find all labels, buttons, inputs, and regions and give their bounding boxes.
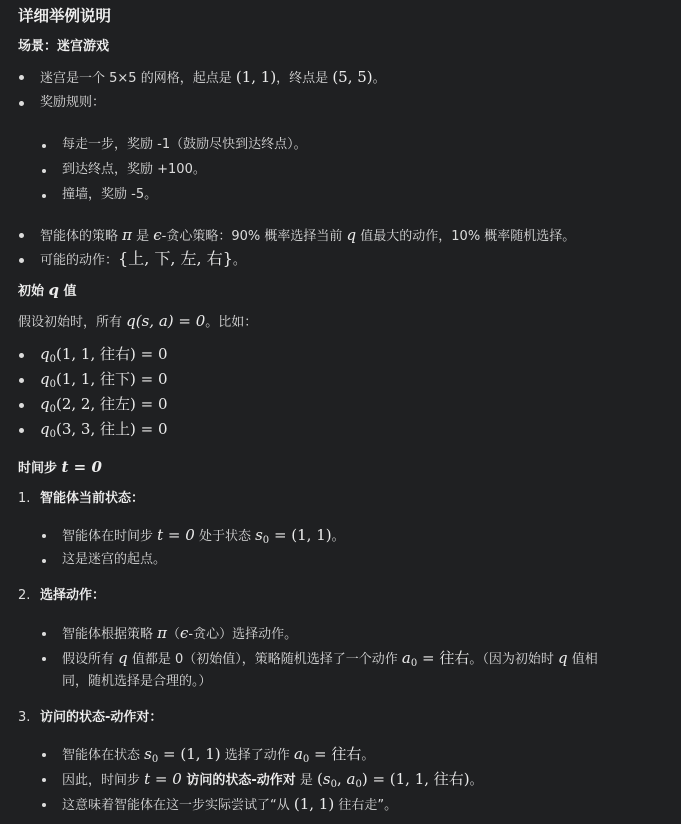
section-1-title: 智能体当前状态： <box>40 491 145 506</box>
pi-symbol: π <box>157 624 167 642</box>
pair-expression: = (1, 1, 往右) <box>372 770 470 788</box>
maze-description <box>40 67 386 89</box>
q-value-text: (2, 2, 往左) = 0 <box>55 395 168 413</box>
random-text-2: 值都是 0（初始值），策略随机选择了一个动作 <box>127 652 402 667</box>
select-text-3: -贪心）选择动作。 <box>188 627 298 642</box>
section-2-title: 选择动作： <box>40 588 106 603</box>
bullet-dot <box>42 657 46 661</box>
q-value-item: $q_0(1$, 1, 往下) = 0 <box>40 370 168 390</box>
timestep-heading-text: 时间步 <box>18 461 62 476</box>
random-text-4: 值相 <box>567 652 598 667</box>
q-symbol: q <box>118 649 128 667</box>
bullet-dot <box>42 534 46 538</box>
bullet-dot <box>19 428 24 433</box>
state-expression: = (1, 1) <box>273 526 332 544</box>
meaning-text: 这意味着智能体在这一步实际尝试了“从 <box>62 798 294 813</box>
pi-symbol: π <box>122 226 132 244</box>
state-text-3: 。 <box>331 529 345 544</box>
position-expression: (1, 1) <box>293 795 335 813</box>
state-description: 智能体在时间步 t = 0 处于状态 $s_0 = (1$, 1)。 <box>62 526 345 546</box>
actions-text: 可能的动作： <box>40 253 119 268</box>
bullet-dot <box>42 632 46 636</box>
q-value-item: $q_0(3$, 3, 往上) = 0 <box>40 420 168 440</box>
state-text: 智能体在时间步 <box>62 529 158 544</box>
epsilon-symbol: ϵ <box>180 624 189 642</box>
page-title: 详细举例说明 <box>18 7 112 25</box>
bullet-dot <box>42 803 46 807</box>
maze-end: (5, 5) <box>332 68 373 86</box>
q-value-item: $q_0(1$, 1, 往右) = 0 <box>40 345 168 365</box>
list-number: 1. <box>18 491 31 506</box>
start-note: 这是迷宫的起点。 <box>62 552 167 567</box>
policy-text-3: -贪心策略：90% 概率选择当前 <box>161 229 347 244</box>
actions-text-2: 。 <box>232 253 246 268</box>
pair-description: 因此，时间步 t = 0 访问的状态-动作对 是 ($s_0$, $a_0) = (1$, 1, 往右)。 <box>62 770 483 790</box>
state-text-2: 处于状态 <box>194 529 256 544</box>
t-expression: t = 0 <box>144 770 182 788</box>
visited-text-2: 选择了动作 <box>220 748 294 763</box>
epsilon-symbol: ϵ <box>153 226 162 244</box>
q-symbol: q <box>48 281 60 299</box>
maze-text-3: 。 <box>372 71 386 86</box>
select-text-2: （ <box>167 627 181 642</box>
bullet-dot <box>19 403 24 408</box>
bullet-dot <box>42 169 46 173</box>
bullet-dot <box>19 378 24 383</box>
q-symbol: q <box>346 226 357 244</box>
section-3-title: 访问的状态-动作对： <box>40 710 163 725</box>
bullet-dot <box>19 353 24 358</box>
bullet-dot <box>42 144 46 148</box>
state-expression: = (1, 1) <box>163 745 221 763</box>
timestep-heading <box>18 457 102 479</box>
policy-description <box>40 225 575 247</box>
meaning-text-2: 往右走”。 <box>334 798 398 813</box>
action-expression: = 往右 <box>422 649 470 667</box>
pair-text-2: 是 <box>295 773 318 788</box>
q-value-text: (1, 1, 往下) = 0 <box>55 370 168 388</box>
init-intro-text: 假设初始时，所有 <box>18 315 127 330</box>
bullet-dot <box>19 258 24 263</box>
action-expression: = 往右 <box>314 745 362 763</box>
init-intro-text-2: 。比如： <box>205 315 258 330</box>
init-heading-text: 初始 <box>18 284 49 299</box>
visited-text: 智能体在状态 <box>62 748 145 763</box>
t-expression: t = 0 <box>157 526 195 544</box>
q-value-text: (3, 3, 往上) = 0 <box>55 420 168 438</box>
maze-text: 迷宫是一个 5×5 的网格，起点是 <box>40 71 236 86</box>
random-text-3: 。（因为初始时 <box>469 652 559 667</box>
actions-description <box>40 249 246 271</box>
bullet-dot <box>19 233 24 238</box>
random-text: 假设所有 <box>62 652 119 667</box>
pair-text-3: 。 <box>469 773 483 788</box>
reward-item-1: 每走一步，奖励 -1（鼓励尽快到达终点）。 <box>62 137 307 152</box>
init-heading <box>18 280 77 302</box>
select-text: 智能体根据策略 <box>62 627 158 642</box>
visited-text-3: 。 <box>361 748 375 763</box>
policy-text: 智能体的策略 <box>40 229 123 244</box>
bullet-dot <box>19 101 24 106</box>
list-number: 3. <box>18 710 31 725</box>
visited-description: 智能体在状态 $s_0 = (1$, 1) 选择了动作 $a_0$ = 往右。 <box>62 745 375 765</box>
maze-start: (1, 1) <box>235 68 277 86</box>
bullet-dot <box>42 559 46 563</box>
pair-bold-text: 访问的状态-动作对 <box>181 773 296 788</box>
bullet-dot <box>42 753 46 757</box>
bullet-dot <box>42 778 46 782</box>
pair-text: 因此，时间步 <box>62 773 145 788</box>
t-zero-expression: t = 0 <box>61 458 102 476</box>
init-intro <box>18 311 257 333</box>
actions-set: {上, 下, 左, 右} <box>118 249 233 268</box>
q-symbol: q <box>558 649 568 667</box>
list-number: 2. <box>18 588 31 603</box>
policy-select-description <box>62 623 297 645</box>
scene-heading: 场景：迷宫游戏 <box>18 39 110 54</box>
q-value-text: (1, 1, 往右) = 0 <box>55 345 168 363</box>
bullet-dot <box>19 75 24 80</box>
random-action-continued: 同，随机选择是合理的。） <box>62 674 212 689</box>
meaning-description <box>62 794 397 816</box>
reward-label: 奖励规则： <box>40 95 106 110</box>
policy-text-2: 是 <box>132 229 154 244</box>
bullet-dot <box>42 194 46 198</box>
random-action-description: 假设所有 q 值都是 0（初始值），策略随机选择了一个动作 $a_0$ = 往右。（因为初始时 q 值相 <box>62 649 598 669</box>
reward-item-2: 到达终点，奖励 +100。 <box>62 162 206 177</box>
q-value-item: $q_0(2$, 2, 往左) = 0 <box>40 395 168 415</box>
q-zero-expression: q(s, a) = 0 <box>126 312 206 330</box>
maze-text-2: ，终点是 <box>276 71 333 86</box>
init-heading-text-2: 值 <box>59 284 77 299</box>
policy-text-4: 值最大的动作，10% 概率随机选择。 <box>356 229 576 244</box>
reward-item-3: 撞墙，奖励 -5。 <box>62 187 158 202</box>
